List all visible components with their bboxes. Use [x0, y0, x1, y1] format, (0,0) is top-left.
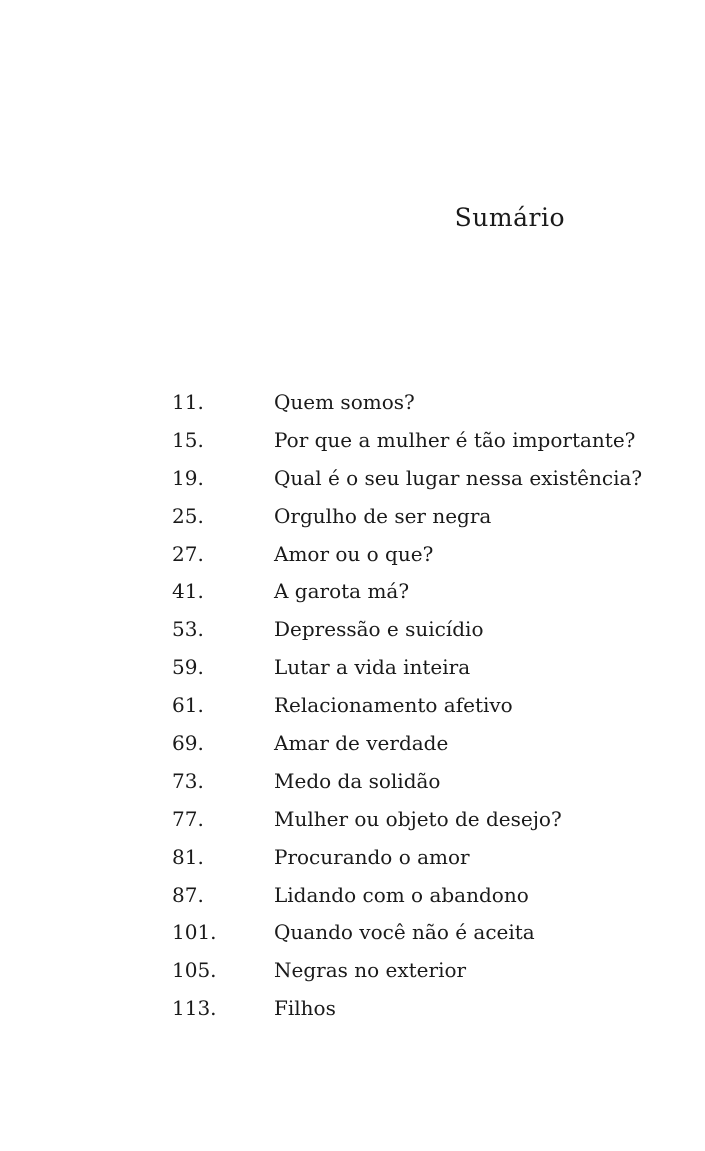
toc-page-number: 101.: [172, 920, 217, 945]
toc-page-number: 11.: [172, 390, 204, 414]
toc-entry: [172, 883, 642, 921]
toc-entry: [172, 655, 642, 693]
toc-page-number: 73.: [172, 768, 204, 793]
toc-entry: [172, 845, 642, 883]
toc-chapter-title: Por que a mulher é tão importante?: [274, 427, 636, 452]
toc-chapter-title: Qual é o seu lugar nessa existência?: [274, 465, 643, 490]
table-of-contents: [172, 390, 642, 1034]
toc-page-number: 15.: [172, 427, 204, 452]
toc-entry: [172, 996, 642, 1034]
toc-entry: [172, 466, 642, 504]
toc-entry: [172, 693, 642, 731]
toc-page-number: 69.: [172, 731, 204, 756]
toc-entry: [172, 504, 642, 542]
toc-page-number: 113.: [172, 996, 217, 1021]
toc-page-number: 81.: [172, 844, 204, 869]
toc-chapter-title: Filhos: [274, 996, 336, 1021]
toc-chapter-title: Lutar a vida inteira: [274, 655, 471, 680]
toc-entry: [172, 579, 642, 617]
toc-page-number: 41.: [172, 579, 204, 604]
toc-entry: [172, 958, 642, 996]
toc-entry: [172, 769, 642, 807]
toc-chapter-title: Quem somos?: [274, 390, 415, 414]
toc-chapter-title: A garota má?: [274, 579, 410, 604]
toc-chapter-title: Amor ou o que?: [274, 541, 434, 566]
toc-page-number: 105.: [172, 958, 217, 983]
toc-page-number: 61.: [172, 693, 204, 718]
toc-chapter-title: Quando você não é aceita: [274, 920, 535, 945]
toc-chapter-title: Negras no exterior: [274, 958, 467, 983]
toc-page-number: 27.: [172, 541, 204, 566]
toc-chapter-title: Lidando com o abandono: [274, 882, 529, 907]
toc-chapter-title: Amar de verdade: [274, 731, 449, 756]
toc-entry: [172, 390, 642, 428]
toc-chapter-title: Relacionamento afetivo: [274, 693, 513, 718]
toc-entry: [172, 617, 642, 655]
toc-page-number: 77.: [172, 806, 204, 831]
toc-chapter-title: Procurando o amor: [274, 844, 470, 869]
toc-page-number: 25.: [172, 503, 204, 528]
toc-page-number: 19.: [172, 465, 204, 490]
toc-chapter-title: Depressão e suicídio: [274, 617, 484, 642]
toc-page-number: 59.: [172, 655, 204, 680]
toc-entry: [172, 731, 642, 769]
toc-entry: [172, 542, 642, 580]
toc-chapter-title: Mulher ou objeto de desejo?: [274, 806, 562, 831]
page-title: Sumário: [454, 203, 565, 232]
toc-entry: [172, 807, 642, 845]
toc-entry: [172, 920, 642, 958]
toc-chapter-title: Medo da solidão: [274, 768, 441, 793]
toc-page-number: 53.: [172, 617, 204, 642]
toc-page-number: 87.: [172, 882, 204, 907]
toc-chapter-title: Orgulho de ser negra: [274, 503, 492, 528]
toc-entry: [172, 428, 642, 466]
